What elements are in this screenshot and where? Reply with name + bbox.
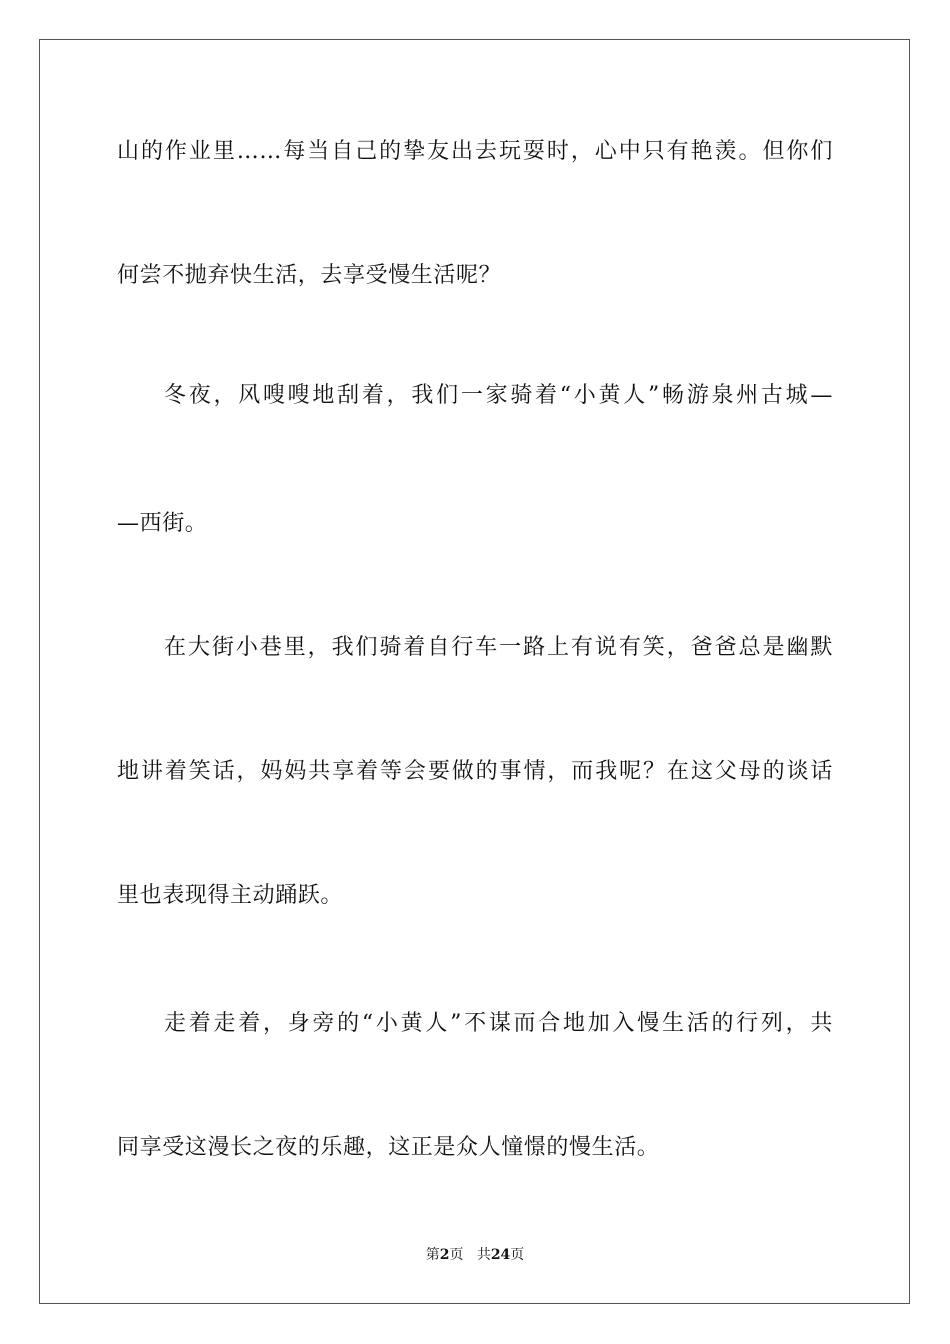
total-pages: 24 [490,1247,511,1263]
total-suffix: 页 [510,1247,525,1263]
paragraph-line: 里也表现得主动踊跃。 [117,883,344,908]
paragraph-line: 同享受这漫长之夜的乐趣，这正是众人憧憬的慢生活。 [117,1135,660,1160]
paragraph-line: 地讲着笑话，妈妈共享着等会要做的事情，而我呢？在这父母的谈话 [117,759,833,784]
paragraph-line: —西街。 [117,511,208,536]
page-frame [39,39,910,1304]
page-number: 2 [439,1247,450,1263]
paragraph-line: 走着走着，身旁的“小黄人”不谋而合地加入慢生活的行列，共 [164,1011,833,1036]
paragraph-line: 山的作业里……每当自己的挚友出去玩耍时，心中只有艳羡。但你们 [117,139,833,164]
page-prefix: 第 [425,1247,440,1263]
paragraph-line: 冬夜，风嗖嗖地刮着，我们一家骑着“小黄人”畅游泉州古城— [164,383,833,408]
total-prefix: 共 [476,1247,491,1263]
paragraph-line: 在大街小巷里，我们骑着自行车一路上有说有笑，爸爸总是幽默 [164,635,833,660]
page-suffix: 页 [449,1247,464,1263]
page-footer [0,1245,950,1265]
paragraph-line: 何尝不抛弃快生活，去享受慢生活呢？ [117,263,502,288]
